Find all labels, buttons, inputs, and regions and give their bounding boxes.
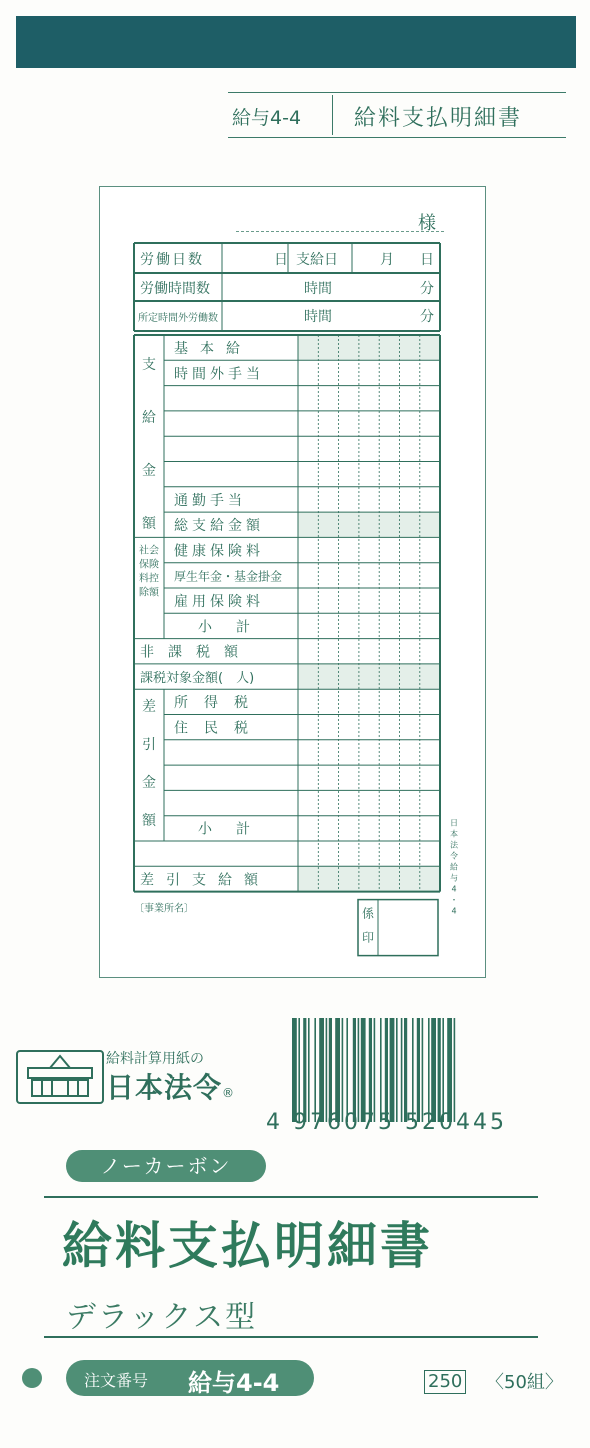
shaded-cell <box>298 335 440 360</box>
barcode-bar <box>404 1018 407 1122</box>
deduction-group-label: 料控 <box>139 573 159 585</box>
order-label: 注文番号 <box>84 1371 149 1390</box>
barcode-bar <box>319 1018 324 1122</box>
barcode-bar <box>358 1018 360 1122</box>
order-value: 給与4-4 <box>188 1369 280 1397</box>
order-number-pill <box>66 1360 314 1396</box>
product-subtitle: デラックス型 <box>66 1300 258 1335</box>
top-color-bar <box>16 16 576 68</box>
unit-minutes2: 分 <box>420 309 434 325</box>
barcode-bar <box>396 1018 398 1122</box>
payslip-table <box>100 187 485 977</box>
side-print-text: 法 <box>450 840 458 850</box>
payment-item-label: 通勤手当 <box>174 492 246 509</box>
barcode-bar <box>390 1018 395 1122</box>
payment-group-label: 給 <box>142 410 156 426</box>
barcode-bar <box>417 1018 420 1122</box>
price-box: 250 <box>424 1370 466 1394</box>
payment-group-label: 金 <box>142 463 156 479</box>
barcode-bar <box>454 1018 456 1122</box>
barcode-bar <box>438 1018 441 1122</box>
unit-hours: 時間 <box>304 281 332 297</box>
net-group-label: 金 <box>142 775 156 792</box>
unit-hours2: 時間 <box>304 309 332 325</box>
unit-minutes: 分 <box>420 281 434 297</box>
side-print-text: 令 <box>450 851 458 861</box>
product-title: 給料支払明細書 <box>62 1217 433 1275</box>
barcode-bar <box>326 1018 328 1122</box>
net-pay-label: 差引支給額 <box>140 872 270 889</box>
header-code: 給与4-4 <box>232 107 302 129</box>
net-group-label: 引 <box>142 737 156 754</box>
side-print-text: 与 <box>450 873 458 883</box>
barcode-bar <box>369 1018 372 1122</box>
set-count: 〈50組〉 <box>486 1372 563 1393</box>
deduction-group-label: 社会 <box>139 545 159 557</box>
unit-month: 月 <box>380 252 394 268</box>
side-print-text: 日 <box>450 818 458 828</box>
side-print-text: ・ <box>450 895 458 905</box>
barcode-bar <box>385 1018 388 1122</box>
deduction-group-label: 除額 <box>139 587 159 599</box>
barcode-bar <box>329 1018 332 1122</box>
recipient-suffix: 様 <box>418 213 436 234</box>
barcode-bar <box>428 1018 430 1122</box>
barcode-bar <box>361 1018 366 1122</box>
building-emblem-icon <box>16 1050 104 1104</box>
label-work-days: 労働日数 <box>140 252 204 268</box>
header-title-box <box>228 92 566 138</box>
barcode-bar <box>314 1018 316 1122</box>
barcode-bar <box>412 1018 414 1122</box>
title-rule-bottom <box>44 1336 538 1338</box>
deduction-item-label: 雇用保険料 <box>174 594 264 610</box>
label-work-hours: 労働時間数 <box>140 281 210 297</box>
payment-item-label: 基本給 <box>174 341 252 357</box>
logo-brand: 日本法令® <box>106 1071 236 1104</box>
no-carbon-badge: ノーカーボン <box>66 1150 266 1182</box>
barcode-bar <box>298 1018 300 1122</box>
net-item-label: 住民税 <box>174 720 264 737</box>
side-print-text: 4 <box>451 884 457 894</box>
barcode-bar <box>447 1018 452 1122</box>
net-group-label: 差 <box>142 699 156 716</box>
deduction-group-label: 保険 <box>139 559 159 571</box>
payment-item-label: 時間外手当 <box>174 366 264 383</box>
non-taxable-label: 非課税額 <box>140 644 252 661</box>
side-print-text: 本 <box>450 829 458 839</box>
unit-day2: 日 <box>420 252 434 268</box>
deduction-item-label: 小計 <box>198 619 274 636</box>
barcode-bar <box>303 1018 306 1122</box>
shaded-cell <box>298 512 440 537</box>
label-pay-date: 支給日 <box>296 252 338 268</box>
bullet-dot <box>22 1368 42 1388</box>
barcode-bar <box>374 1018 376 1122</box>
label-overtime-hours: 所定時間外労働数 <box>138 313 218 324</box>
stamp-label: 印 <box>361 930 375 945</box>
taxable-label: 課税対象金額( 人) <box>140 670 255 686</box>
logo-tagline: 給料計算用紙の <box>106 1051 204 1067</box>
payment-item-label: 総支給金額 <box>174 518 264 535</box>
net-item-label: 所得税 <box>174 695 264 712</box>
unit-day: 日 <box>274 252 288 268</box>
shaded-cell <box>298 866 440 891</box>
barcode-bar <box>401 1018 403 1122</box>
payment-group-label: 額 <box>142 516 156 532</box>
net-item-label: 小計 <box>198 821 274 838</box>
shaded-cell <box>298 664 440 689</box>
barcode-bar <box>335 1018 340 1122</box>
header-divider <box>332 95 333 135</box>
barcode-bar <box>431 1018 436 1122</box>
barcode-bar <box>292 1018 297 1122</box>
deduction-item-label: 厚生年金・基金掛金 <box>174 569 283 584</box>
publisher-logo <box>16 1046 256 1110</box>
barcode-bar <box>346 1018 348 1122</box>
barcode-bar <box>342 1018 344 1122</box>
title-rule-top <box>44 1196 538 1198</box>
office-name-label: 〔事業所名〕 <box>134 903 194 915</box>
side-print-text: 4 <box>451 906 457 916</box>
deduction-item-label: 健康保険料 <box>174 543 264 560</box>
barcode-bar <box>308 1018 310 1122</box>
barcode-bar <box>442 1018 444 1122</box>
stamp-label: 係 <box>361 906 375 921</box>
barcode-bar <box>422 1018 424 1122</box>
barcode-number: 4 976075 520445 <box>266 1110 507 1135</box>
side-print-text: 給 <box>450 862 458 872</box>
payslip-form <box>99 186 486 978</box>
header-title: 給料支払明細書 <box>354 106 523 131</box>
net-group-label: 額 <box>142 813 156 830</box>
barcode-bar <box>380 1018 382 1122</box>
payment-group-label: 支 <box>142 357 156 373</box>
barcode-bar <box>353 1018 356 1122</box>
